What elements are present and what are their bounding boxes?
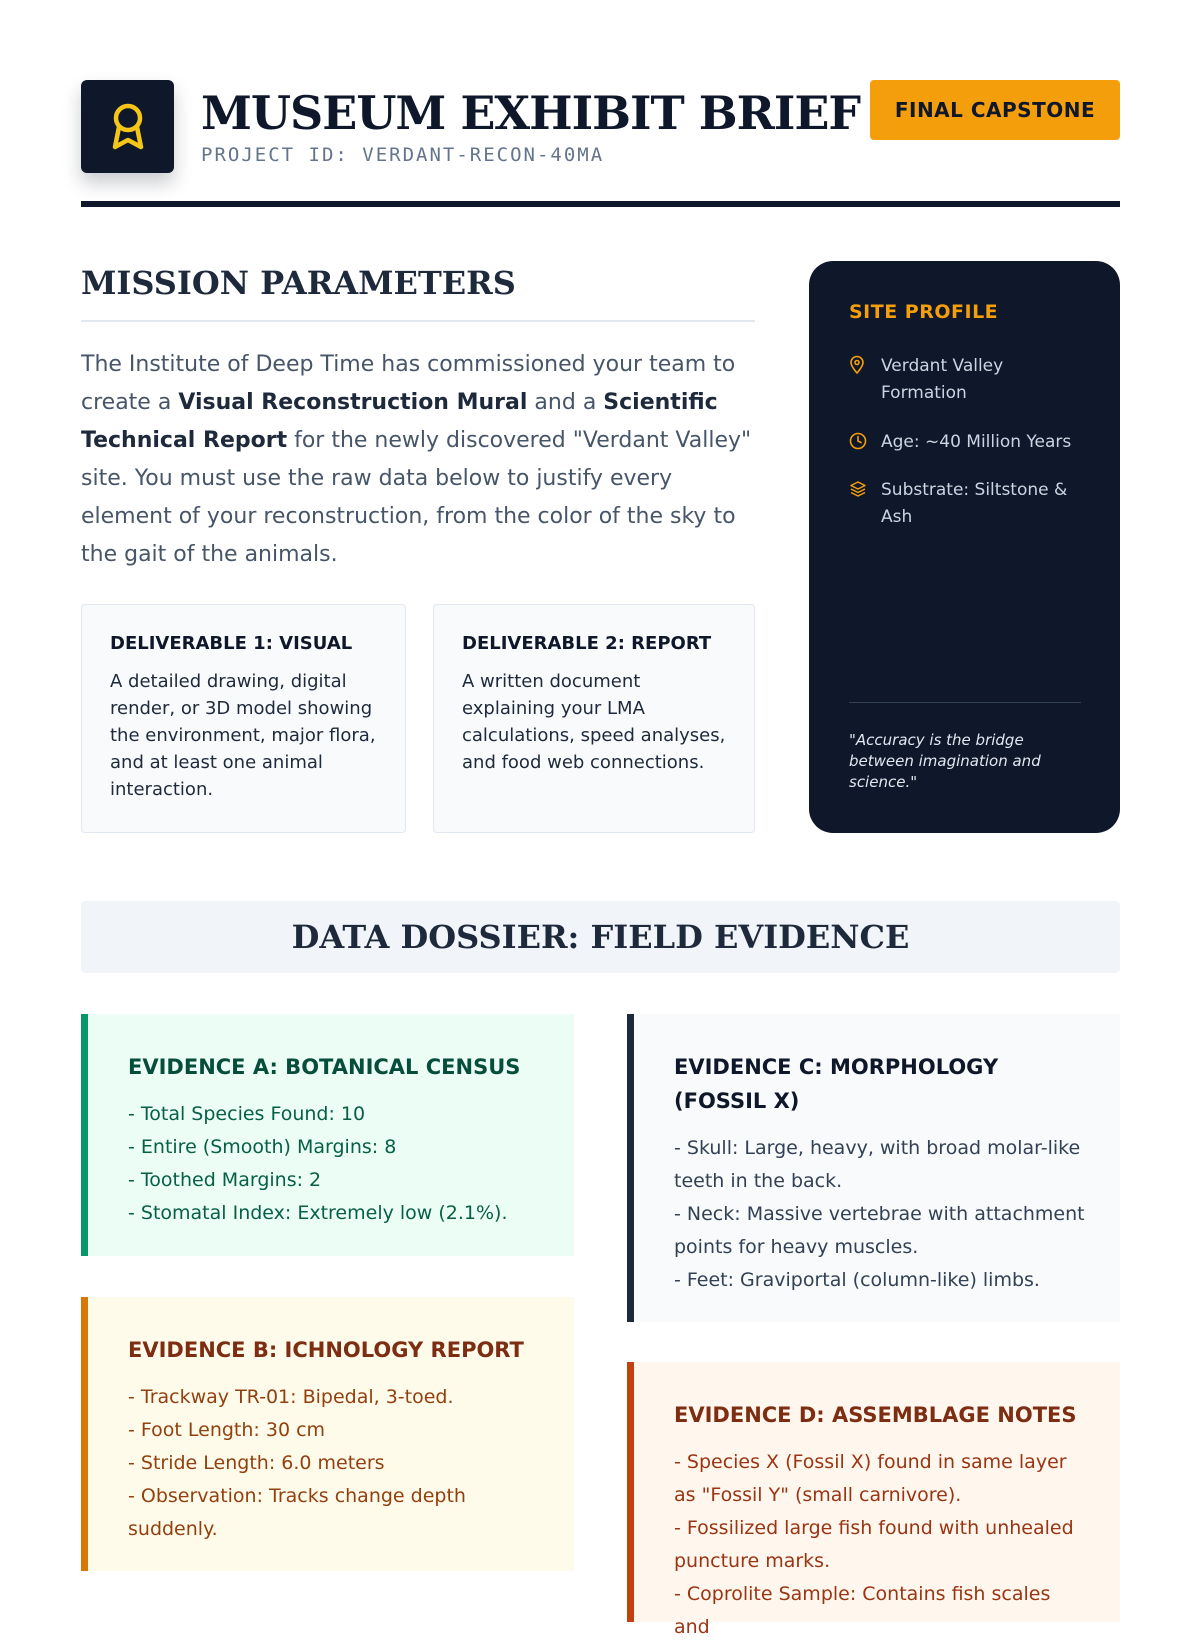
evidence-line: - Feet: Graviportal (column-like) limbs.: [674, 1269, 1040, 1291]
deliverable-text: A detailed drawing, digital render, or 3D model showing the environment, major flora, and at least one animal interaction.: [110, 671, 376, 800]
evidence-title: EVIDENCE B: ICHNOLOGY REPORT: [128, 1338, 524, 1362]
evidence-card-botanical: [81, 1014, 574, 1256]
site-profile-divider: [849, 702, 1081, 703]
deliverable-card-report: [433, 604, 755, 833]
evidence-line: - Coprolite Sample: Contains fish scales and: [674, 1583, 1051, 1638]
mission-description: The Institute of Deep Time has commissioned your team to create a Visual Reconstruction Mural and a Scientific Technical Report for the newly discovered "Verdant Valley" site. You must use the raw data below to justify every element of your reconstruction, from the color of the sky to the gait of the animals.: [81, 352, 752, 567]
evidence-title: EVIDENCE D: ASSEMBLAGE NOTES: [674, 1403, 1077, 1427]
evidence-line: - Skull: Large, heavy, with broad molar-like teeth in the back.: [674, 1137, 1081, 1192]
evidence-line: - Observation: Tracks change depth suddenly.: [128, 1485, 466, 1540]
site-profile-card: [809, 261, 1120, 833]
clock-icon: [849, 429, 881, 456]
site-age-text: Age: ~40 Million Years: [881, 432, 1072, 452]
report-emphasis: Scientific Technical Report: [81, 390, 718, 453]
evidence-line: - Stride Length: 6.0 meters: [128, 1452, 385, 1474]
final-capstone-badge: FINAL CAPSTONE: [870, 80, 1120, 140]
map-pin-icon: [849, 353, 881, 407]
evidence-line: - Total Species Found: 10: [128, 1103, 366, 1125]
site-profile-title: SITE PROFILE: [849, 301, 999, 323]
site-profile-quote: "Accuracy is the bridge between imagination and science.": [849, 731, 1041, 791]
award-ribbon-icon: [81, 80, 174, 173]
deliverable-card-visual: [81, 604, 406, 833]
evidence-card-ichnology: [81, 1297, 574, 1571]
site-age: [849, 429, 1081, 456]
layers-icon: [849, 477, 881, 531]
evidence-line: - Foot Length: 30 cm: [128, 1419, 326, 1441]
dossier-title: DATA DOSSIER: FIELD EVIDENCE: [81, 901, 1120, 973]
evidence-title: EVIDENCE A: BOTANICAL CENSUS: [128, 1055, 521, 1079]
evidence-line: - Stomatal Index: Extremely low (2.1%).: [128, 1202, 508, 1224]
evidence-card-assemblage: [627, 1362, 1120, 1638]
evidence-line: - Species X (Fossil X) found in same layer as "Fossil Y" (small carnivore).: [674, 1451, 1067, 1506]
deliverable-text: A written document explaining your LMA calculations, speed analyses, and food web connections.: [462, 671, 726, 773]
evidence-line: - Entire (Smooth) Margins: 8: [128, 1136, 397, 1158]
site-substrate-text: Substrate: Siltstone & Ash: [881, 480, 1068, 527]
evidence-line: - Fossilized large fish found with unhealed puncture marks.: [674, 1517, 1074, 1572]
evidence-line: - Neck: Massive vertebrae with attachment points for heavy muscles.: [674, 1203, 1085, 1258]
site-substrate: [849, 477, 1081, 531]
evidence-line: - Trackway TR-01: Bipedal, 3-toed.: [128, 1386, 454, 1408]
deliverable-title: DELIVERABLE 1: VISUAL: [110, 633, 353, 654]
evidence-title: EVIDENCE C: MORPHOLOGY (FOSSIL X): [674, 1055, 999, 1113]
project-id: PROJECT ID: VERDANT-RECON-40MA: [201, 144, 605, 166]
evidence-card-morphology: [627, 1014, 1120, 1322]
site-location: [849, 353, 1081, 407]
mission-title: MISSION PARAMETERS: [81, 264, 516, 302]
deliverable-title: DELIVERABLE 2: REPORT: [462, 633, 712, 654]
header-divider: [81, 201, 1120, 207]
mural-emphasis: Visual Reconstruction Mural: [178, 390, 528, 415]
mission-divider: [81, 320, 755, 322]
evidence-line: - Toothed Margins: 2: [128, 1169, 322, 1191]
site-location-text: Verdant Valley Formation: [881, 356, 1004, 403]
page-header: [81, 80, 1120, 207]
page-title: MUSEUM EXHIBIT BRIEF: [201, 86, 861, 140]
